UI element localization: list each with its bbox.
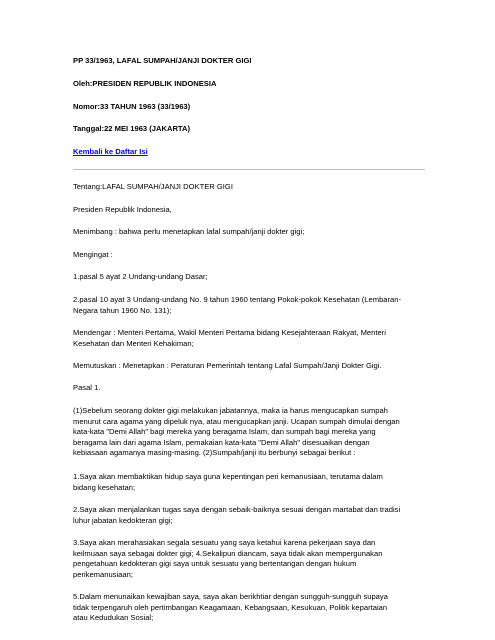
text-line: 1.pasal 5 ayat 2 Undang-undang Dasar;	[73, 272, 208, 281]
paragraph-tentang	[73, 182, 425, 193]
paragraph-menimbang	[73, 227, 425, 238]
document-date: Tanggal:22 MEI 1963 (JAKARTA)	[73, 124, 191, 133]
text-line: perikemanusiaan;	[73, 569, 133, 579]
text-line: Mendengar : Menteri Pertama, Wakil Menteri Pertama bidang Kesejahteraan Rakyat, Menteri	[73, 328, 386, 337]
text-line: 3.Saya akan merahasiakan segala sesuatu yang saya ketahui karena pekerjaan saya dan	[73, 538, 376, 547]
text-line: 5.Dalam menunaikan kewajiban saya, saya akan berikhtiar dengan sungguh-sungguh supaya	[73, 592, 388, 601]
document-author: Oleh:PRESIDEN REPUBLIK INDONESIA	[73, 79, 217, 88]
text-line: kebiasaan agamanya masing-masing. (2)Sumpah/janji itu berbunyi sebagai berikut :	[73, 448, 356, 457]
text-line: pengetahuan kedokteran gigi saya untuk sesuatu yang bertentangan dengan hukum	[73, 559, 357, 568]
paragraph-oath-5	[73, 592, 425, 624]
paragraph-pasal-1-heading	[73, 383, 425, 394]
text-line: Tentang:LAFAL SUMPAH/JANJI DOKTER GIGI	[73, 182, 233, 191]
text-line: Presiden Republik Indonesia,	[73, 205, 172, 214]
text-line: tidak terpengaruh oleh pertimbangan Keagamaan, Kebangsaan, Kesukuan, Politik kepartaian	[73, 602, 388, 612]
text-line: menurut cara agama yang dipeluk nya, atau mengucapkan janji. Ucapan sumpah dimulai dengan	[73, 416, 400, 426]
paragraph-presiden	[73, 205, 425, 216]
paragraph-oath-3-4	[73, 538, 425, 580]
text-line: kata-kata "Demi Allah" bagi mereka yang beragama Islam, dan sumpah bagi mereka yang	[73, 427, 376, 436]
paragraph-pasal-5	[73, 272, 425, 283]
text-line: Pasal 1.	[73, 383, 101, 392]
text-line: (1)Sebelum seorang dokter gigi melakukan jabatannya, maka ia harus mengucapkan sumpah	[73, 406, 388, 415]
paragraph-memutuskan	[73, 361, 425, 372]
document-title: PP 33/1963, LAFAL SUMPAH/JANJI DOKTER GIGI	[73, 56, 252, 65]
paragraph-oath-2	[73, 505, 425, 526]
paragraph-pasal-10	[73, 295, 425, 316]
text-line: 2.Saya akan menjalankan tugas saya dengan sebaik-baiknya sesuai dengan martabat dan tradisi	[73, 505, 401, 514]
text-line: 2.pasal 10 ayat 3 Undang-undang No. 9 tahun 1960 tentang Pokok-pokok Kesehatan (Lembaran-	[73, 295, 402, 304]
horizontal-divider	[73, 169, 425, 170]
back-to-index-link[interactable]: Kembali ke Daftar Isi	[73, 147, 148, 156]
text-line: Memutuskan : Menetapkan : Peraturan Pemerintah tentang Lafal Sumpah/Janji Dokter Gigi.	[73, 361, 382, 370]
document-number: Nomor:33 TAHUN 1963 (33/1963)	[73, 102, 191, 111]
text-line: Kesehatan dan Menteri Kehakiman;	[73, 338, 194, 348]
text-line: Negara tahun 1960 No. 131);	[73, 305, 172, 315]
text-line: luhur jabatan kedokteran gigi;	[73, 515, 173, 525]
paragraph-oath-1	[73, 472, 425, 493]
text-line: keilmuaan saya sebagai dokter gigi; 4.Sekalipun diancam, saya tidak akan mempergunakan	[73, 548, 383, 558]
text-line: beragama lain dari agama Islam, pemakaian kata-kata "Demi Allah" disesuaikan dengan	[73, 437, 370, 447]
text-line: atau Kedudukan Sosial;	[73, 613, 154, 622]
text-line: Mengingat :	[73, 250, 113, 259]
text-line: bidang kesehatan;	[73, 482, 136, 492]
paragraph-ayat-1	[73, 406, 425, 459]
paragraph-mendengar	[73, 328, 425, 349]
text-line: Menimbang : bahwa perlu menetapkan lafal sumpah/janji dokter gigi;	[73, 227, 305, 236]
text-line: 1.Saya akan membaktikan hidup saya guna kepentingan peri kemanusiaan, terutama dalam	[73, 472, 383, 481]
paragraph-mengingat	[73, 250, 425, 261]
